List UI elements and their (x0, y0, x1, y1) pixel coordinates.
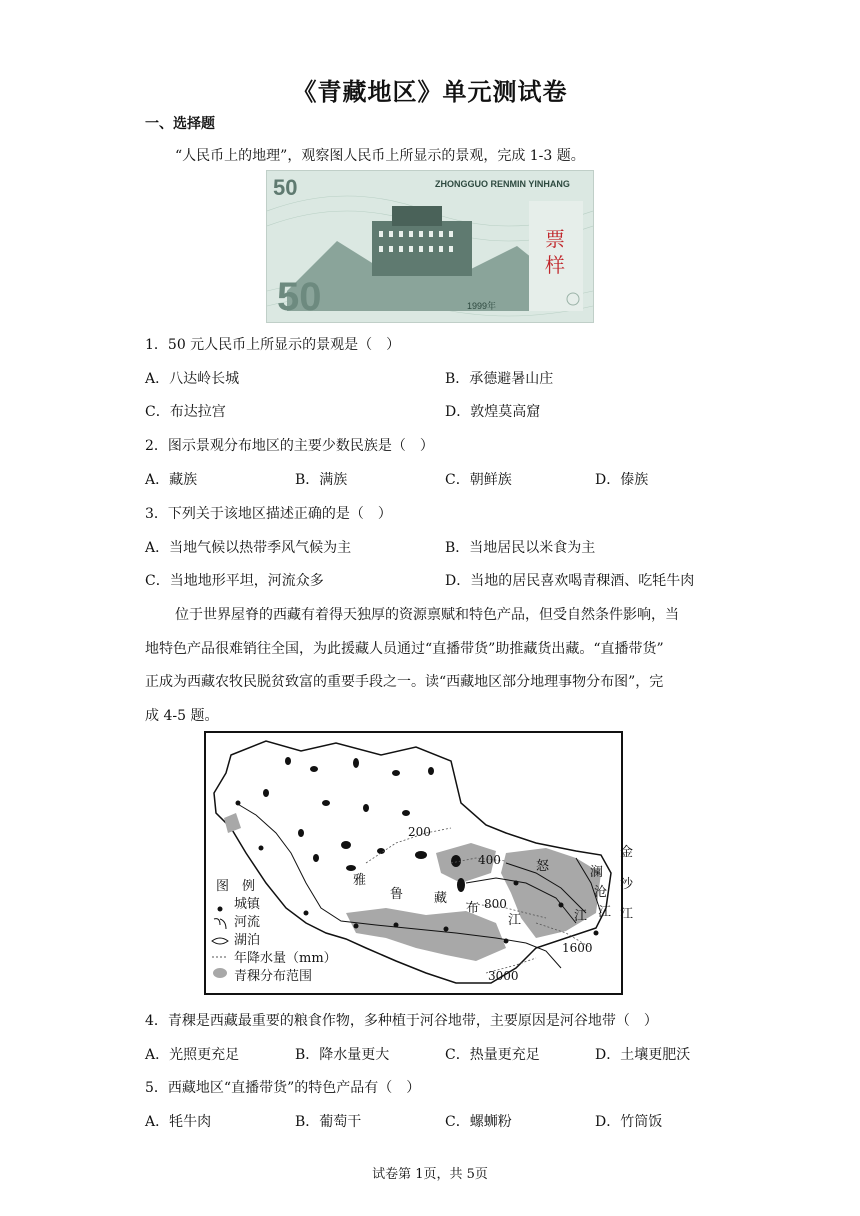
q5-option-d: D．竹筒饭 (595, 1114, 663, 1130)
contour-800: 800 (484, 897, 507, 911)
banknote-stamp-2: 样 (545, 253, 565, 277)
legend-title: 图 例 (216, 879, 256, 894)
passage-line-2: 地特色产品很难销往全国，为此援藏人员通过“直播带货”助推藏货出藏。“直播带货” (145, 641, 664, 657)
passage-line-3: 正成为西藏农牧民脱贫致富的重要手段之一。读“西藏地区部分地理事物分布图”，完 (145, 674, 664, 690)
label-zang: 藏 (434, 891, 448, 906)
label-cang: 沧 (594, 885, 608, 900)
question-3: 3．下列关于该地区描述正确的是（ ） (145, 506, 392, 522)
label-bu: 布 (466, 901, 480, 916)
contour-400: 400 (478, 853, 501, 867)
legend-city: 城镇 (234, 897, 261, 912)
banknote-denomination-top: 50 (273, 175, 298, 200)
label-ya: 雅 (353, 873, 367, 888)
q4-option-c: C．热量更充足 (445, 1047, 540, 1063)
passage-line-4: 成 4-5 题。 (145, 708, 219, 724)
legend-river: 河流 (234, 915, 261, 930)
q4-option-a: A．光照更充足 (145, 1047, 240, 1063)
banknote-stamp-1: 票 (545, 227, 565, 251)
legend-precip: 年降水量（mm） (234, 951, 337, 966)
label-jiang-yarlung: 江 (508, 913, 522, 928)
q2-option-c: C．朝鲜族 (445, 472, 512, 488)
label-nu: 怒 (536, 859, 550, 874)
tibet-map (204, 731, 634, 995)
q1-option-b: B．承德避暑山庄 (445, 371, 554, 387)
contour-200: 200 (408, 825, 431, 839)
page-title: 《青藏地区》单元测试卷 (292, 77, 568, 106)
passage-line-1: 位于世界屋脊的西藏有着得天独厚的资源禀赋和特色产品，但受自然条件影响，当 (175, 607, 679, 623)
banknote-denomination-bottom: 50 (277, 275, 322, 319)
q2-option-d: D．傣族 (595, 472, 649, 488)
legend-lake: 湖泊 (234, 933, 261, 948)
page-footer: 试卷第 1页，共 5页 (372, 1167, 488, 1182)
question-1: 1．50 元人民币上所显示的景观是（ ） (145, 337, 401, 353)
banknote-image (266, 170, 594, 323)
q4-option-d: D．土壤更肥沃 (595, 1047, 691, 1063)
q1-option-a: A．八达岭长城 (145, 371, 240, 387)
label-lu: 鲁 (390, 887, 404, 902)
label-lan: 澜 (590, 865, 604, 880)
label-sha: 沙 (620, 877, 634, 892)
q3-option-b: B．当地居民以米食为主 (445, 540, 596, 556)
q5-option-c: C．螺蛳粉 (445, 1114, 512, 1130)
question-4: 4．青稞是西藏最重要的粮食作物，多种植于河谷地带，主要原因是河谷地带（ ） (145, 1013, 658, 1029)
q3-option-a: A．当地气候以热带季风气候为主 (145, 540, 352, 556)
q2-option-b: B．满族 (295, 472, 348, 488)
legend-barley: 青稞分布范围 (234, 969, 313, 984)
section-heading: 一、选择题 (145, 116, 215, 132)
contour-1600: 1600 (562, 941, 593, 955)
contour-3000: 3000 (488, 969, 519, 983)
intro-text-1: “人民币上的地理”，观察图人民币上所显示的景观，完成 1-3 题。 (175, 148, 585, 164)
q3-option-c: C．当地地形平坦，河流众多 (145, 573, 324, 589)
label-jinsha-jiang: 江 (620, 907, 634, 922)
q1-option-d: D．敦煌莫高窟 (445, 404, 541, 420)
banknote-header: ZHONGGUO RENMIN YINHANG (435, 179, 570, 189)
banknote-year: 1999年 (467, 301, 497, 311)
question-5: 5．西藏地区“直播带货”的特色产品有（ ） (145, 1080, 421, 1096)
q2-option-a: A．藏族 (145, 472, 198, 488)
q5-option-a: A．牦牛肉 (145, 1114, 212, 1130)
question-2: 2．图示景观分布地区的主要少数民族是（ ） (145, 438, 434, 454)
q1-option-c: C．布达拉宫 (145, 404, 226, 420)
label-jin: 金 (620, 845, 634, 860)
q3-option-d: D．当地的居民喜欢喝青稞酒、吃牦牛肉 (445, 573, 695, 589)
q5-option-b: B．葡萄干 (295, 1114, 362, 1130)
label-lancang-jiang: 江 (598, 905, 612, 920)
label-nu-jiang: 江 (574, 909, 588, 924)
q4-option-b: B．降水量更大 (295, 1047, 390, 1063)
